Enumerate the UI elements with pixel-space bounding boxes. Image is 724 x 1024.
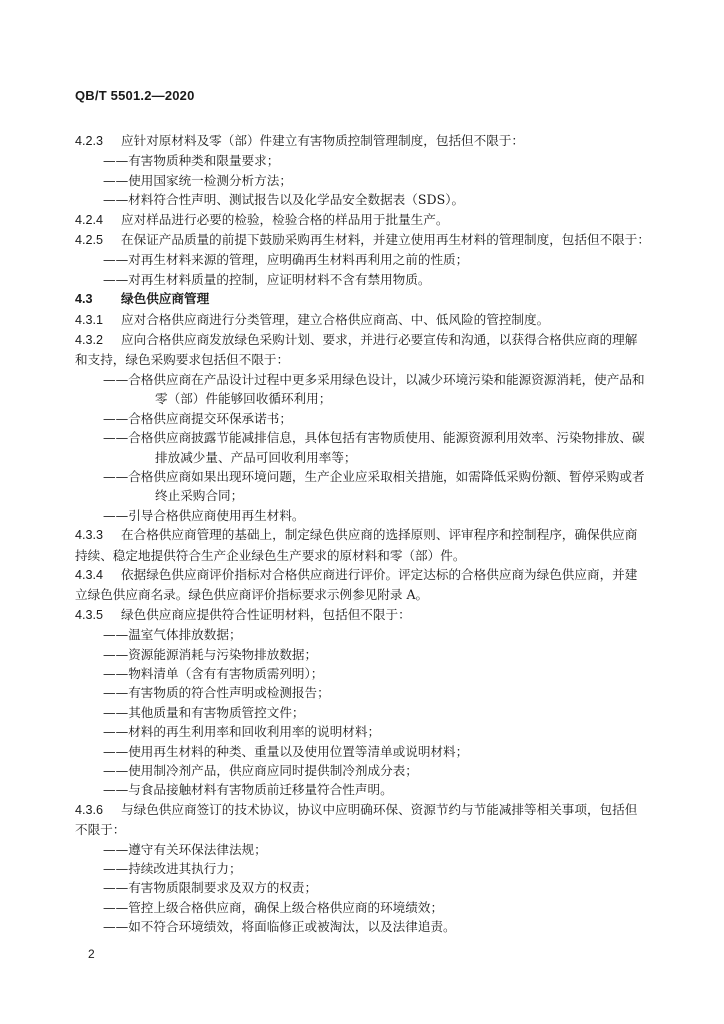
line-text: ——材料符合性声明、测试报告以及化学品安全数据表（SDS）。 — [103, 192, 465, 208]
line-text: ——如不符合环境绩效，将面临修正或被淘汰，以及法律追责。 — [103, 919, 456, 935]
clause-line — [75, 800, 655, 820]
clause-line — [75, 605, 655, 625]
clause-number: 4.3.5 — [75, 607, 104, 622]
list-item — [75, 917, 655, 936]
clause-number: 4.3.4 — [75, 567, 104, 582]
line-text: ——遵守有关环保法律法规； — [103, 841, 267, 857]
paragraph-line — [75, 585, 655, 604]
line-text: 与绿色供应商签订的技术协议，协议中应明确环保、资源节约与节能减排等相关事项，包括但 — [121, 801, 638, 817]
list-item — [75, 898, 655, 917]
clause-number: 4.3.3 — [75, 528, 104, 543]
list-item — [75, 506, 655, 525]
list-item — [75, 840, 655, 859]
clause-number: 4.2.3 — [75, 134, 104, 148]
line-text: ——资源能源消耗与污染物排放数据； — [103, 646, 318, 662]
line-text: 排放减少量、产品可回收利用率等； — [155, 449, 357, 465]
line-text: ——使用制冷剂产品，供应商应同时提供制冷剂成分表； — [103, 763, 418, 778]
line-text: 应向合格供应商发放绿色采购计划、要求，并进行必要宣传和沟通，以获得合格供应商的理解 — [121, 332, 638, 348]
list-item — [75, 859, 655, 878]
clause-line — [75, 310, 655, 330]
clause-number: 4.3.2 — [75, 333, 104, 348]
section-heading: 绿色供应商管理 — [121, 291, 210, 307]
line-text: ——对再生材料质量的控制，应证明材料不含有禁用物质。 — [103, 271, 431, 287]
line-text: 零（部）件能够回收循环利用； — [155, 391, 332, 407]
clause-line — [75, 565, 655, 585]
list-item — [75, 428, 655, 447]
list-item — [75, 270, 655, 289]
list-item — [75, 190, 655, 209]
list-item — [75, 683, 655, 702]
list-item — [75, 151, 655, 170]
line-text: 不限于： — [75, 822, 126, 838]
list-item — [75, 703, 655, 722]
line-text: ——引导合格供应商使用再生材料。 — [103, 507, 305, 523]
document-body — [75, 131, 655, 937]
paragraph-line — [75, 350, 655, 369]
page-number: 2 — [88, 947, 95, 961]
line-text: ——有害物质种类和限量要求； — [103, 153, 280, 169]
line-text: ——材料的再生利用率和回收利用率的说明材料； — [103, 724, 381, 740]
clause-number: 4.2.4 — [75, 212, 104, 227]
line-text: ——其他质量和有害物质管控文件； — [103, 704, 305, 720]
list-item — [75, 878, 655, 897]
line-text: 和支持，绿色采购要求包括但不限于： — [75, 352, 290, 368]
line-text: ——与食品接触材料有害物质前迁移量符合性声明。 — [103, 782, 393, 798]
line-text: ——有害物质的符合性声明或检测报告； — [103, 685, 330, 701]
list-item — [75, 389, 655, 408]
line-text: 在保证产品质量的前提下鼓励采购再生材料，并建立使用再生材料的管理制度，包括但不限于： — [121, 232, 650, 248]
clause-line — [75, 289, 655, 309]
clause-number: 4.3 — [75, 292, 93, 307]
line-text: ——持续改进其执行力； — [103, 861, 242, 877]
line-text: 应对样品进行必要的检验，检验合格的样品用于批量生产。 — [121, 211, 449, 227]
list-item — [75, 780, 655, 799]
clause-number: 4.3.1 — [75, 312, 104, 327]
list-item — [75, 742, 655, 761]
list-item — [75, 250, 655, 269]
line-text: 在合格供应商管理的基础上，制定绿色供应商的选择原则、评审程序和控制程序，确保供应商 — [121, 527, 638, 543]
paragraph-line — [75, 820, 655, 839]
line-text: ——合格供应商如果出现环境问题，生产企业应采取相关措施，如需降低采购份额、暂停采购或者 — [103, 468, 645, 484]
list-item — [75, 625, 655, 644]
list-item — [75, 171, 655, 190]
paragraph-line — [75, 546, 655, 565]
list-item — [75, 467, 655, 486]
clause-number: 4.2.5 — [75, 233, 104, 248]
list-item — [75, 645, 655, 664]
list-item — [75, 409, 655, 428]
clause-line — [75, 330, 655, 350]
list-item — [75, 722, 655, 741]
clause-line — [75, 230, 655, 250]
clause-line — [75, 131, 655, 151]
standard-code: QB/T 5501.2—2020 — [75, 88, 195, 103]
line-text: 依据绿色供应商评价指标对合格供应商进行评价。评定达标的合格供应商为绿色供应商，并建 — [121, 566, 638, 582]
line-text: 绿色供应商应提供符合性证明材料，包括但不限于： — [121, 606, 411, 622]
line-text: ——使用国家统一检测分析方法； — [103, 172, 292, 188]
list-item — [75, 664, 655, 683]
line-text: ——温室气体排放数据； — [103, 627, 242, 643]
line-text: ——合格供应商披露节能减排信息，具体包括有害物质使用、能源资源利用效率、污染物排放、碳 — [103, 430, 645, 446]
list-item — [75, 448, 655, 467]
clause-line — [75, 525, 655, 545]
clause-number: 4.3.6 — [75, 802, 104, 817]
clause-line — [75, 210, 655, 230]
line-text: ——对再生材料来源的管理，应明确再生材料再利用之前的性质； — [103, 252, 469, 268]
line-text: ——有害物质限制要求及双方的权责； — [103, 880, 318, 896]
line-text: 终止采购合同； — [155, 488, 244, 504]
line-text: 持续、稳定地提供符合生产企业绿色生产要求的原材料和零（部）件。 — [75, 547, 466, 563]
line-text: ——使用再生材料的种类、重量以及使用位置等清单或说明材料； — [103, 743, 469, 759]
line-text: 应针对原材料及零（部）件建立有害物质控制管理制度，包括但不限于： — [121, 133, 524, 148]
line-text: ——物料清单（含有有害物质需列明）； — [103, 665, 324, 681]
line-text: 应对合格供应商进行分类管理，建立合格供应商高、中、低风险的管控制度。 — [121, 311, 550, 327]
line-text: ——合格供应商在产品设计过程中更多采用绿色设计，以减少环境污染和能源资源消耗，使产品和 — [103, 371, 645, 387]
list-item — [75, 486, 655, 505]
list-item — [75, 370, 655, 389]
line-text: 立绿色供应商名录。绿色供应商评价指标要求示例参见附录 A。 — [75, 587, 429, 603]
line-text: ——合格供应商提交环保承诺书； — [103, 410, 292, 426]
list-item — [75, 761, 655, 780]
line-text: ——管控上级合格供应商，确保上级合格供应商的环境绩效； — [103, 899, 444, 915]
